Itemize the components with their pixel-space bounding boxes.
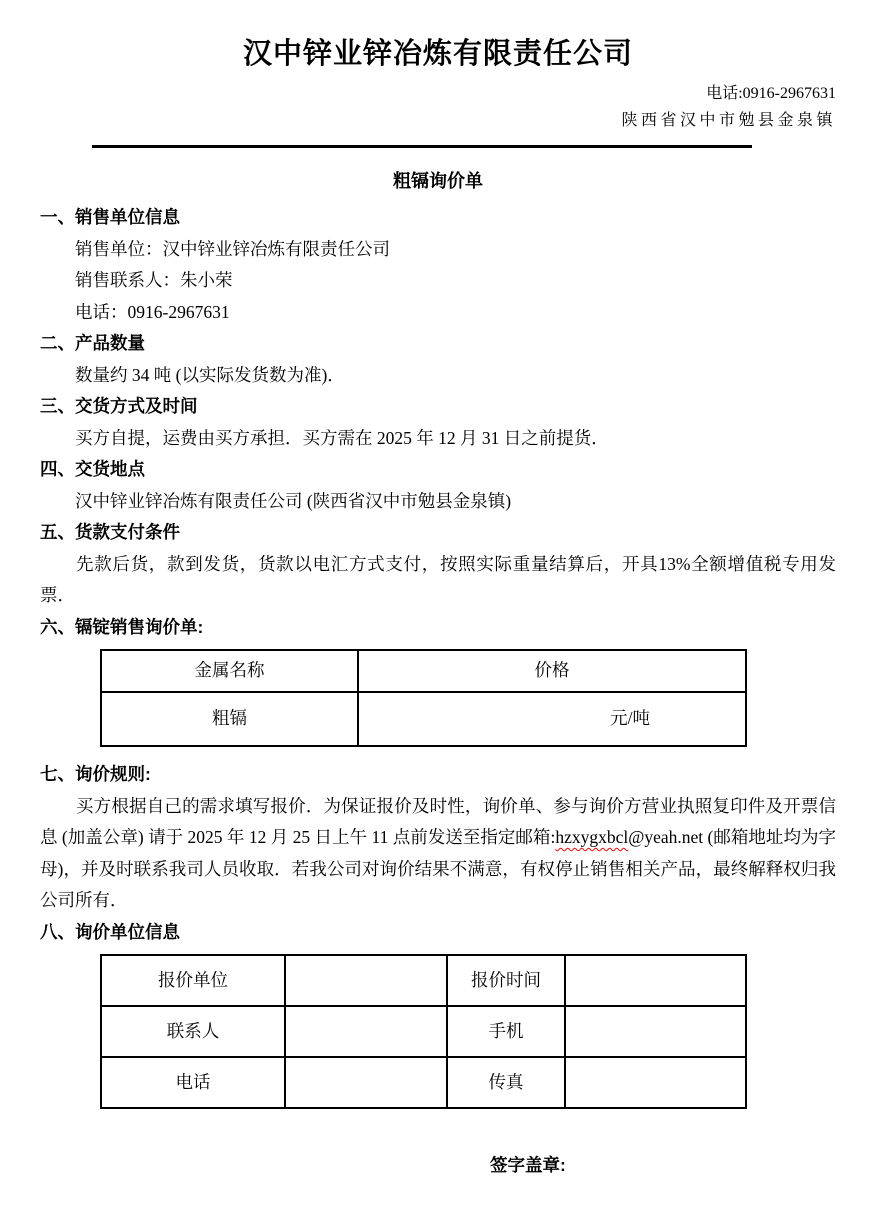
company-title: 汉中锌业锌冶炼有限责任公司: [242, 38, 633, 70]
header-divider-line: [92, 145, 752, 148]
email-address-domain-part: @yeah.net: [628, 827, 704, 847]
table-row: [101, 1006, 746, 1057]
section-heading-delivery: 三、交货方式及时间: [40, 396, 198, 416]
section-heading-location: 四、交货地点: [40, 459, 145, 479]
buyer-table-label-fax: 传真: [447, 1057, 565, 1108]
phone-fill-in-cell[interactable]: [285, 1057, 447, 1108]
seller-phone-line: 电话：0916-2967631: [75, 301, 230, 322]
section-heading-seller-info: 一、销售单位信息: [40, 207, 180, 227]
section-heading-rules: 七、询价规则:: [40, 764, 151, 784]
price-table-metal-cell: 粗镉: [101, 692, 358, 746]
seller-contact-line: 销售联系人：朱小荣: [75, 270, 233, 290]
quote-unit-fill-in-cell[interactable]: [285, 955, 447, 1006]
payment-paragraph: 先款后货，款到发货，货款以电汇方式支付，按照实际重量结算后，开具13%全额增值税专用发票．: [40, 553, 836, 605]
buyer-table-label-phone: 电话: [101, 1057, 285, 1108]
buyer-info-table: [100, 954, 747, 1109]
company-contact: [40, 80, 836, 134]
section-heading-payment: 五、货款支付条件: [40, 522, 180, 542]
buyer-table-label-contact-person: 联系人: [101, 1006, 285, 1057]
company-phone: 电话:0916-2967631: [706, 85, 836, 102]
quote-time-fill-in-cell[interactable]: [565, 955, 746, 1006]
section-heading-quantity: 二、产品数量: [40, 333, 145, 353]
email-address-misspelled-part: hzxygxbcl: [555, 827, 629, 847]
rules-text-after-email: (邮箱地址均为字母)，并及时联系我司人员收取．若我公司对询价结果不满意，有权停止销售相关产品，最终解释权归我公司所有．: [40, 827, 836, 910]
table-row: [101, 955, 746, 1006]
section-heading-buyer-info: 八、询价单位信息: [40, 921, 180, 942]
contact-person-fill-in-cell[interactable]: [285, 1006, 447, 1057]
price-table-header-metal: 金属名称: [101, 650, 358, 692]
price-table: [100, 649, 747, 747]
location-line: 汉中锌业锌冶炼有限责任公司 (陕西省汉中市勉县金泉镇): [75, 490, 512, 511]
buyer-table-label-quote-time: 报价时间: [447, 955, 565, 1006]
section-heading-price-inquiry: 六、镉锭销售询价单:: [40, 616, 204, 637]
rules-paragraph: [40, 791, 836, 917]
price-table-header-price: 价格: [358, 650, 746, 692]
quantity-line: 数量约 34 吨 (以实际发货数为准)．: [75, 364, 345, 385]
buyer-table-label-quote-unit: 报价单位: [101, 955, 285, 1006]
delivery-line: 买方自提，运费由买方承担．买方需在 2025 年 12 月 31 日之前提货．: [75, 427, 609, 448]
price-unit: 元/吨: [610, 708, 650, 729]
company-address: 陕西省汉中市勉县金泉镇: [621, 112, 836, 129]
document-body: [40, 202, 836, 1109]
seller-unit-line: 销售单位：汉中锌业锌冶炼有限责任公司: [75, 238, 390, 259]
signature-seal-label: 签字盖章:: [490, 1155, 566, 1175]
mobile-fill-in-cell[interactable]: [565, 1006, 746, 1057]
price-fill-in-cell[interactable]: [358, 692, 746, 746]
doc-title: 粗镉询价单: [393, 171, 483, 191]
fax-fill-in-cell[interactable]: [565, 1057, 746, 1108]
buyer-table-label-mobile: 手机: [447, 1006, 565, 1057]
rules-text-before-email: 买方根据自己的需求填写报价．为保证报价及时性，询价单、参与询价方营业执照复印件及开票信息 (加盖公章) 请于 2025 年 12 月 25 日上午 11 点前发送至指定邮箱:: [40, 795, 836, 847]
table-row: [101, 1057, 746, 1108]
